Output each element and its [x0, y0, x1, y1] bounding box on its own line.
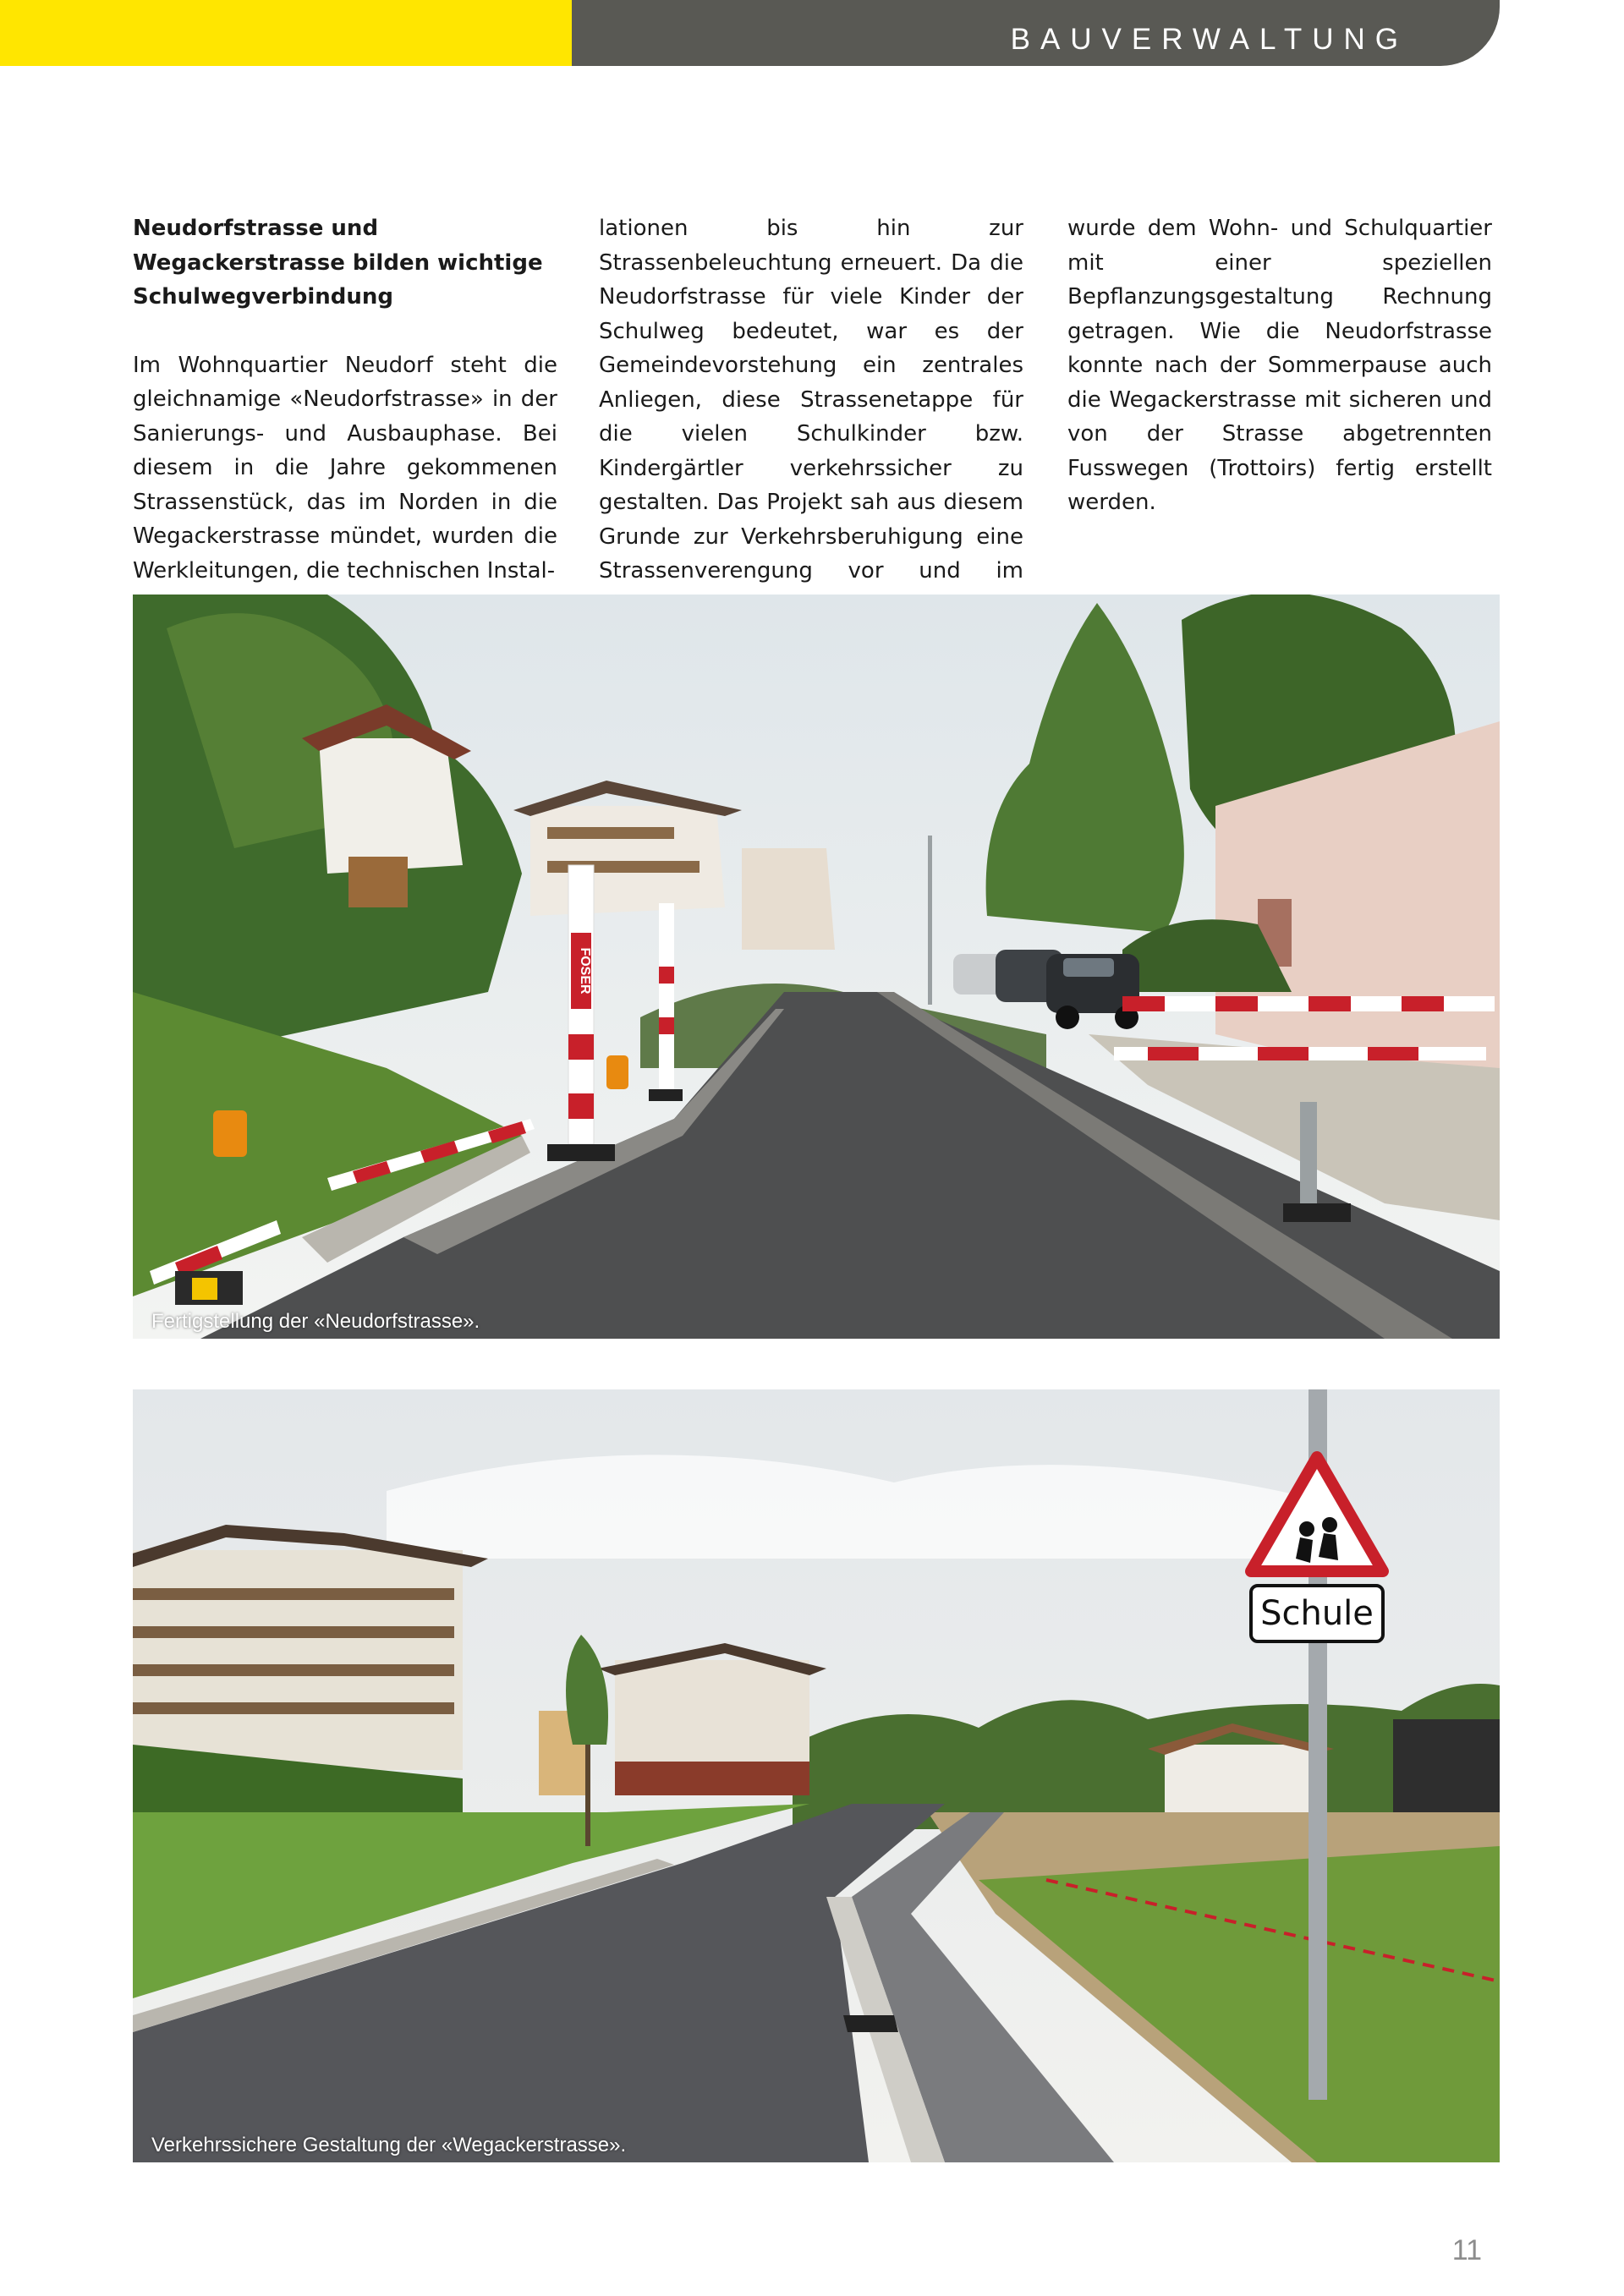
photo-neudorfstrasse	[133, 595, 1500, 1339]
article-paragraph-3: wurde dem Wohn- und Schulquartier mit einer speziellen Bepflanzungsgestaltung Rechnung getragen. Wie die Neudorfstrasse konnte nach der Sommerpause auch die Wegackerstrasse mit sicheren und von der Strasse abgetrennten Fusswegen (Trottoirs) fertig erstellt werden.	[1067, 216, 1492, 515]
drain-grate	[843, 2015, 898, 2032]
wegackerstrasse-illustration	[133, 1389, 1500, 2162]
left-building	[133, 1550, 463, 1770]
street-lamp	[928, 836, 932, 1005]
article-column-3	[1067, 211, 1492, 520]
section-title: BAUVERWALTUNG	[1010, 23, 1408, 56]
article-column-2	[599, 211, 1023, 622]
article-paragraph-2: lationen bis hin zur Strassenbeleuchtung erneuert. Da die Neudorfstrasse für viele Kinder der Schulweg bedeutet, war es der Gemeindevorstehung ein zentrales Anliegen, diese Strassenetappe für die vielen Schulkinder bzw. Kindergärtler verkehrssicher zu gestalten. Das Projekt sah aus diesem Grunde zur Verkehrsberuhigung eine Strassenverengung vor und im	[599, 216, 1023, 584]
article-paragraph-1: Im Wohnquartier Neudorf steht die gleichnamige «Neudorfstrasse» in der Sanierungs- und Ausbauphase. Bei diesem in die Jahre gekommenen Strassenstück, das im Norden in die Wegackerstrasse mündet, wurden die Werkleitungen, die technischen Instal-	[133, 352, 557, 584]
warning-lamp-1	[213, 1110, 247, 1157]
left-house	[319, 738, 463, 874]
neudorfstrasse-illustration	[133, 595, 1500, 1339]
page-number: 11	[1451, 2234, 1482, 2266]
header-bar	[572, 0, 1500, 66]
right-house	[1165, 1745, 1317, 1812]
article-headline: Neudorfstrasse und Wegackerstrasse bilden wichtige Schulwegverbindung	[133, 216, 543, 310]
warning-lamp-2	[606, 1055, 628, 1089]
barrier-label-1: FOSER	[578, 947, 592, 995]
school-plate	[1251, 1586, 1383, 1641]
photo-caption-2: Verkehrssichere Gestaltung der «Wegackerstrasse».	[151, 2134, 627, 2156]
school-sign-text: Schule	[1260, 1594, 1374, 1633]
photo-caption-1: Fertigstellung der «Neudorfstrasse».	[151, 1310, 480, 1333]
article-column-1	[133, 211, 557, 588]
header-accent-bar	[0, 0, 572, 66]
photo-wegackerstrasse	[133, 1389, 1500, 2162]
